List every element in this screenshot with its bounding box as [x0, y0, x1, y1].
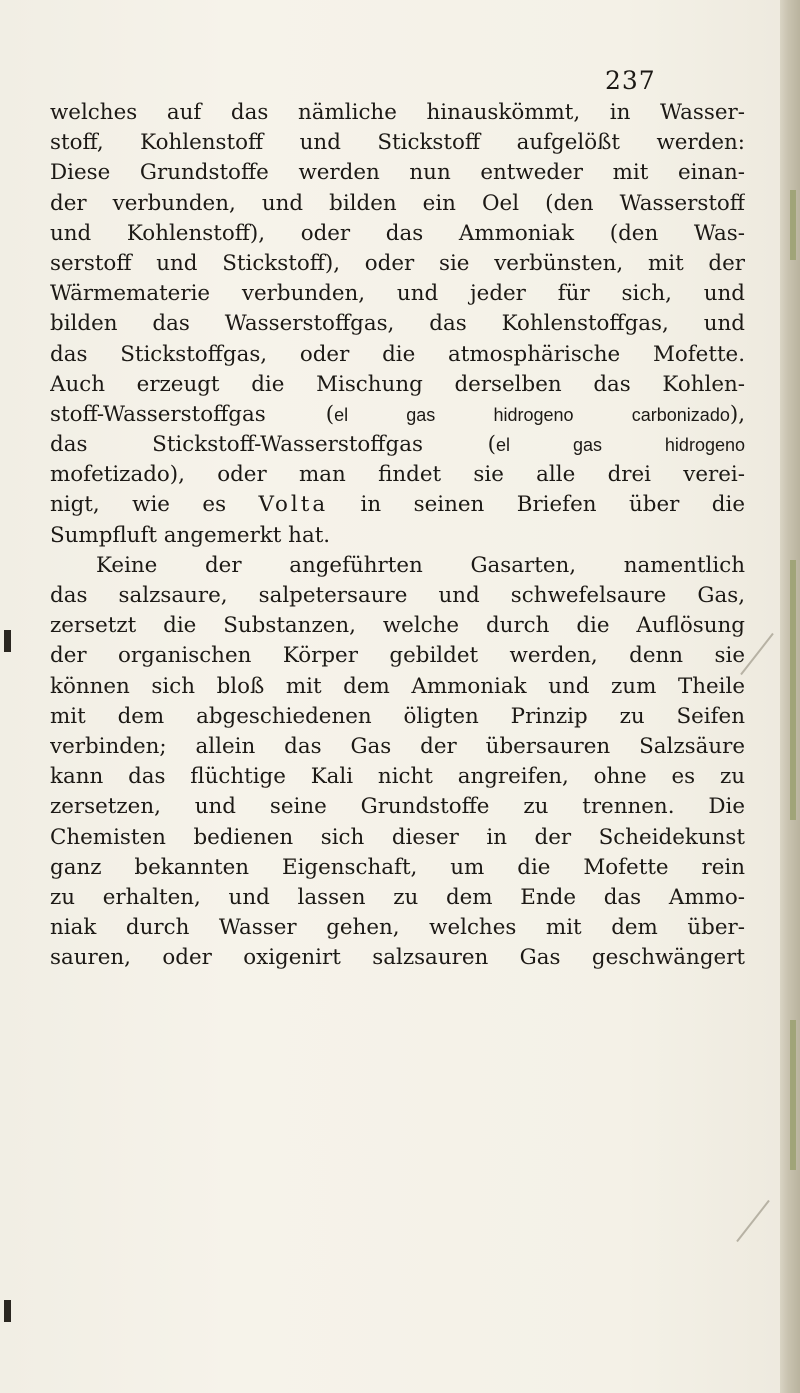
text-line: [50, 158, 745, 188]
text-line: [50, 430, 745, 460]
text-line: [50, 249, 745, 279]
text-run: zu erhalten, und lassen zu dem Ende das Ammo-: [50, 884, 745, 910]
text-line: [50, 219, 745, 249]
body-text: [50, 98, 745, 973]
page-edge: [780, 0, 800, 1393]
text-line: [50, 309, 745, 339]
text-run: zersetzt die Substanzen, welche durch die Auflösung: [50, 613, 745, 639]
text-line: [50, 762, 745, 792]
text-line: [50, 853, 745, 883]
text-run: Wärmematerie verbunden, und jeder für sich, und: [50, 281, 745, 307]
text-line: [50, 913, 745, 943]
left-margin-mark: [4, 630, 11, 652]
text-run: der organischen Körper gebildet werden, denn sie: [50, 643, 745, 669]
edge-mark: [790, 1020, 796, 1170]
text-run: serstoff und Stickstoff), oder sie verbünsten, mit der: [50, 250, 745, 276]
text-line: [50, 792, 745, 822]
emphasized-name: Volta: [258, 492, 329, 518]
text-run: welches auf das nämliche hinauskömmt, in Wasser-: [50, 100, 745, 125]
text-line: [50, 702, 745, 732]
page-number: 237: [605, 66, 656, 95]
text-line: [50, 521, 745, 551]
text-run: in seinen Briefen über die: [328, 492, 745, 518]
text-run: nigt, wie es: [50, 492, 259, 518]
text-run: Auch erzeugt die Mischung derselben das Kohlen-: [50, 371, 745, 397]
text-run: mit dem abgeschiedenen öligten Prinzip zu Seifen: [50, 703, 745, 729]
text-line: [50, 883, 745, 913]
text-run: zersetzen, und seine Grundstoffe zu trennen. Die: [50, 794, 745, 820]
text-run: das Stickstoffgas, oder die atmosphärische Mofette.: [50, 341, 745, 367]
text-run: stoff-Wasserstoffgas (: [50, 401, 335, 427]
text-run: stoff, Kohlenstoff und Stickstoff aufgelößt werden:: [50, 130, 745, 156]
text-line: [50, 460, 745, 490]
text-line: [50, 400, 745, 430]
text-line: [50, 823, 745, 853]
latin-term: el gas hidrogeno carbonizado: [334, 404, 730, 425]
text-line: [50, 98, 745, 128]
text-line: [50, 279, 745, 309]
text-line: [50, 611, 745, 641]
edge-mark: [790, 190, 796, 260]
text-line: [50, 490, 745, 520]
text-run: Diese Grundstoffe werden nun entweder mit einan-: [50, 160, 745, 186]
edge-mark: [790, 560, 796, 820]
text-run: das salzsaure, salpetersaure und schwefelsaure Gas,: [50, 583, 745, 608]
text-line: [50, 551, 745, 581]
text-run: niak durch Wasser gehen, welches mit dem über-: [50, 915, 745, 941]
text-line: [50, 189, 745, 219]
text-run: sauren, oder oxigenirt salzsauren Gas geschwängert: [50, 945, 745, 971]
text-run: Chemisten bedienen sich dieser in der Scheidekunst: [50, 824, 745, 850]
text-run: können sich bloß mit dem Ammoniak und zum Theile: [50, 673, 745, 699]
text-run: kann das flüchtige Kali nicht angreifen, ohne es zu: [50, 764, 745, 790]
text-run: der verbunden, und bilden ein Oel (den Wasserstoff: [50, 190, 745, 216]
text-line: [50, 128, 745, 158]
text-run: das Stickstoff-Wasserstoffgas (: [50, 432, 497, 458]
text-line: [50, 340, 745, 370]
text-line: [50, 641, 745, 671]
text-run: ),: [729, 401, 745, 427]
text-line: [50, 581, 745, 611]
text-run: Sumpfluft angemerkt hat.: [50, 522, 331, 548]
text-run: verbinden; allein das Gas der übersauren Salzsäure: [50, 733, 745, 759]
text-line: [50, 672, 745, 702]
text-run: Keine der angeführten Gasarten, namentlich: [96, 552, 745, 578]
text-run: ganz bekannten Eigenschaft, um die Mofette rein: [50, 854, 745, 880]
text-line: [50, 732, 745, 762]
text-run: mofetizado), oder man findet sie alle drei verei-: [50, 462, 745, 488]
left-margin-mark: [4, 1300, 11, 1322]
latin-term: el gas hidrogeno: [496, 435, 745, 456]
text-line: [50, 370, 745, 400]
text-line: [50, 943, 745, 973]
text-run: bilden das Wasserstoffgas, das Kohlenstoffgas, und: [50, 311, 745, 337]
text-run: und Kohlenstoff), oder das Ammoniak (den Was-: [50, 220, 745, 246]
